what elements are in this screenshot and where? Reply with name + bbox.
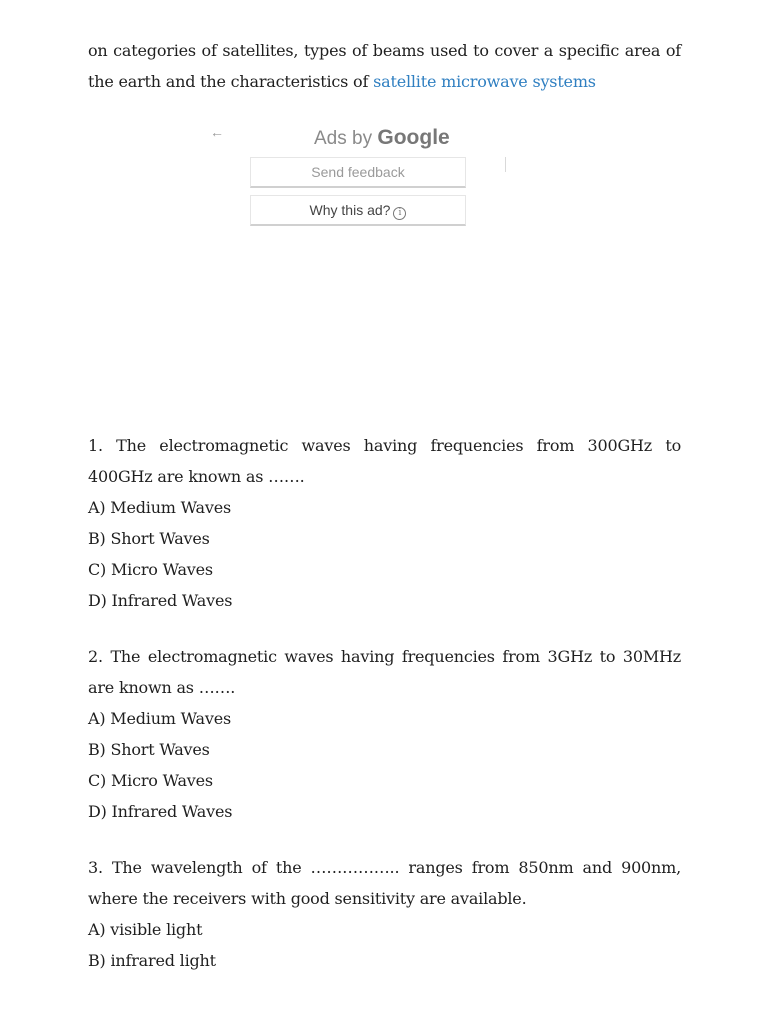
why-this-ad-label: Why this ad? (309, 202, 391, 218)
ad-panel (210, 124, 510, 234)
quiz-questions (88, 430, 681, 1001)
ad-divider (505, 157, 506, 172)
why-this-ad-button[interactable] (250, 195, 466, 226)
question-3 (88, 852, 681, 976)
send-feedback-label: Send feedback (311, 164, 405, 180)
option-b: B) Short Waves (88, 529, 210, 548)
intro-paragraph (88, 35, 681, 97)
ads-by-google-label (314, 126, 450, 150)
article-body (88, 35, 681, 97)
option-a: A) Medium Waves (88, 498, 231, 517)
option-c: C) Micro Waves (88, 771, 213, 790)
info-icon: i (393, 207, 406, 220)
intro-text: on categories of satellites, types of beams used to cover a specific area of the earth and the characteristics of (88, 41, 681, 91)
question-text: 1. The electromagnetic waves having frequencies from 300GHz to 400GHz are known as ……. (88, 436, 681, 486)
question-text: 3. The wavelength of the …………….. ranges from 850nm and 900nm, where the receivers with good sensitivity are available. (88, 858, 681, 908)
send-feedback-button[interactable] (250, 157, 466, 188)
back-arrow-icon[interactable]: ← (210, 124, 224, 140)
google-brand: Google (377, 126, 450, 149)
option-a: A) visible light (88, 920, 203, 939)
option-d: D) Infrared Waves (88, 802, 233, 821)
option-c: C) Micro Waves (88, 560, 213, 579)
ads-by-prefix: Ads by (314, 128, 378, 149)
satellite-microwave-link[interactable]: satellite microwave systems (373, 72, 596, 91)
question-text: 2. The electromagnetic waves having frequencies from 3GHz to 30MHz are known as ……. (88, 647, 681, 697)
question-2 (88, 641, 681, 827)
option-b: B) Short Waves (88, 740, 210, 759)
option-a: A) Medium Waves (88, 709, 231, 728)
question-1 (88, 430, 681, 616)
option-b: B) infrared light (88, 951, 216, 970)
option-d: D) Infrared Waves (88, 591, 233, 610)
